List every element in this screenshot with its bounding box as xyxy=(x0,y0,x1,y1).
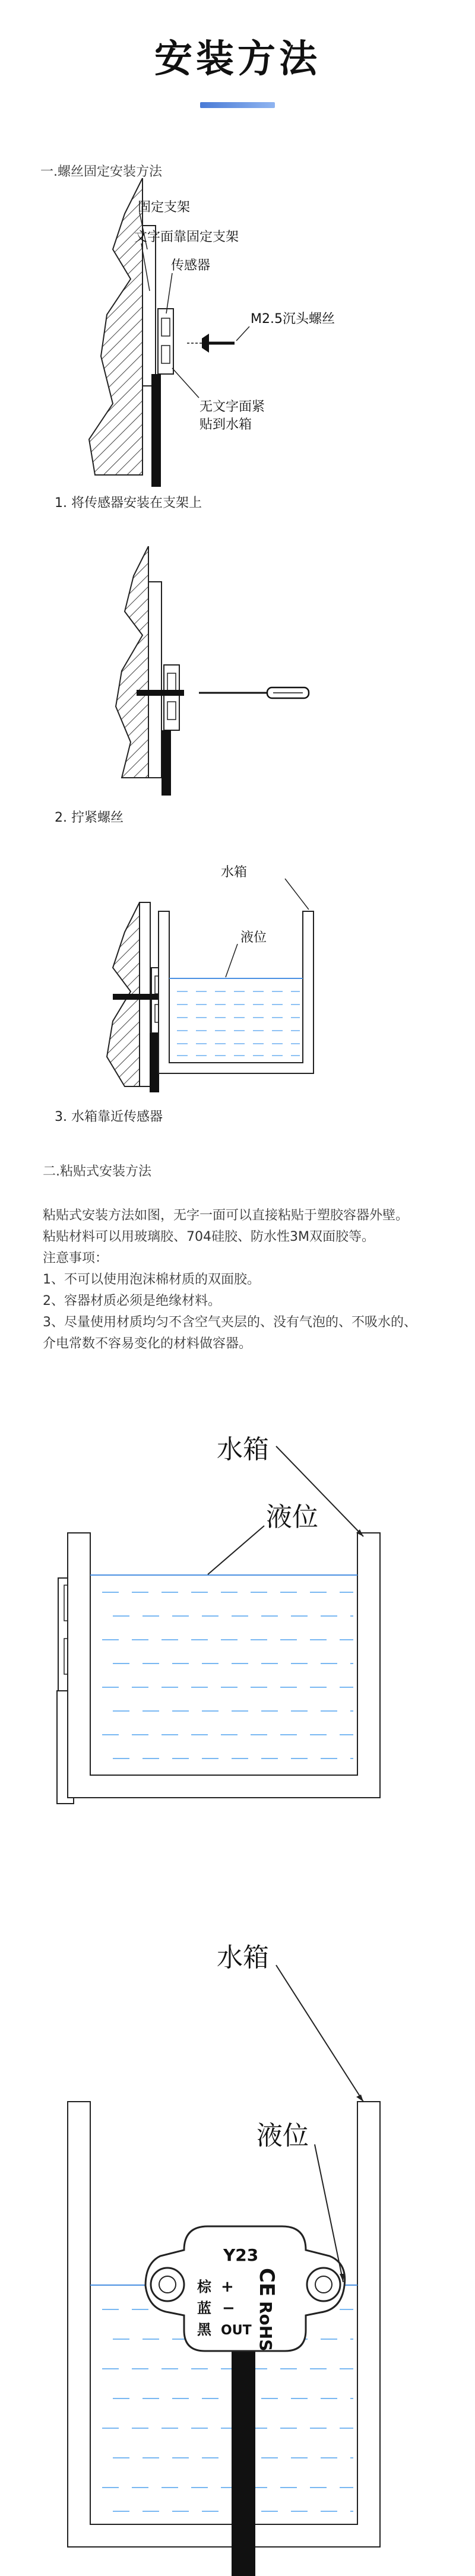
tank-near-sensor-diagram xyxy=(24,843,451,1092)
tighten-screw-diagram xyxy=(24,546,451,796)
pin-blue: 蓝 xyxy=(197,2300,211,2317)
step1-caption: 1. 将传感器安装在支架上 xyxy=(55,496,202,511)
label-level: 液位 xyxy=(240,930,267,945)
label-no-text-side-2: 贴到水箱 xyxy=(200,417,252,432)
note-line: 粘贴材料可以用玻璃胶、704硅胶、防水性3M双面胶等。 xyxy=(43,1230,375,1244)
label-tank: 水箱 xyxy=(221,865,248,880)
step2-caption: 2. 拧紧螺丝 xyxy=(55,810,124,825)
adhesive-mount-diagram-2 xyxy=(0,1900,475,2576)
note-line: 粘贴式安装方法如图，无字一面可以直接粘贴于塑胶容器外壁。 xyxy=(43,1208,409,1223)
note-line: 注意事项： xyxy=(43,1251,109,1266)
note-line: 1、不可以使用泡沫棉材质的双面胶。 xyxy=(43,1272,260,1287)
label-level: 液位 xyxy=(256,2121,309,2151)
adhesive-mount-diagram-1 xyxy=(0,1425,475,1805)
model-label: Y23 xyxy=(223,2245,259,2265)
ce-mark: CE xyxy=(255,2268,278,2297)
note-line: 3、尽量使用材质均匀不含空气夹层的、没有气泡的、不吸水的、 xyxy=(43,1315,417,1330)
section1-heading: 一.螺丝固定安装方法 xyxy=(40,164,162,179)
screw xyxy=(187,334,235,353)
page-title: 安装方法 xyxy=(154,37,321,81)
tank-outline xyxy=(159,911,314,1073)
bracket xyxy=(142,226,156,386)
note-line: 2、容器材质必须是绝缘材料。 xyxy=(43,1294,221,1308)
pin-black: 黑 xyxy=(197,2321,211,2338)
section2-heading: 二.粘贴式安装方法 xyxy=(43,1164,151,1179)
label-sensor: 传感器 xyxy=(171,258,211,273)
label-level: 液位 xyxy=(266,1502,318,1532)
section2-notes xyxy=(43,1205,458,1355)
pin-out: OUT xyxy=(221,2323,252,2338)
sensor-cable xyxy=(151,374,161,487)
label-bracket: 固定支架 xyxy=(138,200,191,215)
pin-brown-sign: + xyxy=(221,2278,234,2296)
title-underline xyxy=(200,102,275,108)
pin-blue-sign: − xyxy=(222,2299,235,2317)
wall-hatch xyxy=(89,178,142,475)
pin-brown: 棕 xyxy=(197,2279,211,2295)
note-line: 介电常数不容易变化的材料做容器。 xyxy=(43,1336,252,1351)
screw-mount-diagram xyxy=(24,178,451,487)
step3-caption: 3. 水箱靠近传感器 xyxy=(55,1110,163,1124)
rohs-mark: RoHS xyxy=(256,2301,276,2352)
label-text-side: 文字面靠固定支架 xyxy=(134,230,239,245)
label-no-text-side-1: 无文字面紧 xyxy=(200,400,265,414)
label-tank: 水箱 xyxy=(217,1943,269,1973)
sensor-cable xyxy=(232,2339,255,2576)
sensor-face xyxy=(145,2226,345,2351)
label-tank: 水箱 xyxy=(217,1434,269,1465)
screwdriver xyxy=(199,687,309,698)
label-screw: M2.5沉头螺丝 xyxy=(251,312,335,327)
